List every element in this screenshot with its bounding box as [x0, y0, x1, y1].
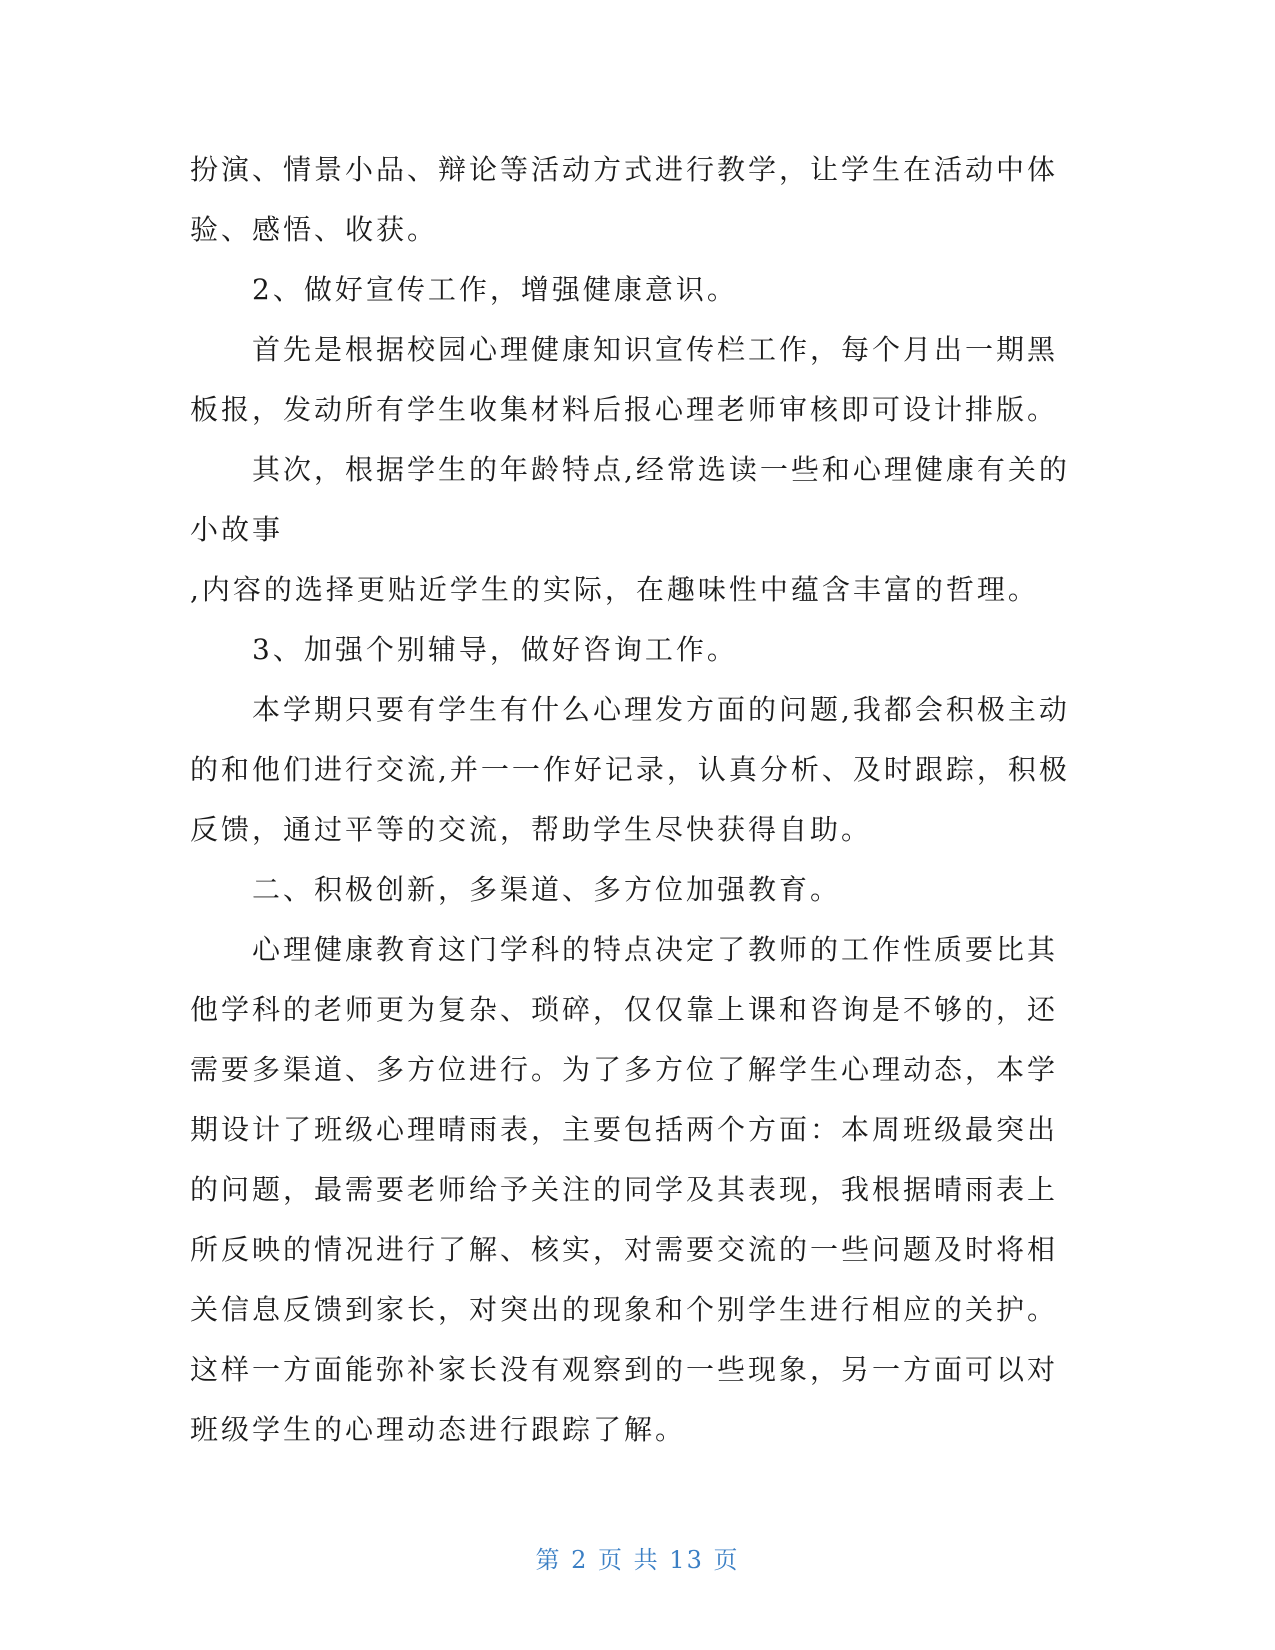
text-line: 反馈，通过平等的交流，帮助学生尽快获得自助。	[190, 813, 873, 846]
text-line: 关信息反馈到家长，对突出的现象和个别学生进行相应的关护。	[190, 1293, 1059, 1326]
text-line: 的问题，最需要老师给予关注的同学及其表现，我根据晴雨表上	[190, 1173, 1059, 1206]
text-line: 2、做好宣传工作，增强健康意识。	[252, 273, 738, 306]
text-line: 本学期只要有学生有什么心理发方面的问题,我都会积极主动	[252, 693, 1070, 726]
text-line: 他学科的老师更为复杂、琐碎，仅仅靠上课和咨询是不够的，还	[190, 993, 1059, 1026]
text-line: 首先是根据校园心理健康知识宣传栏工作，每个月出一期黑	[252, 333, 1059, 366]
document-body	[190, 146, 1075, 1466]
text-line: 板报，发动所有学生收集材料后报心理老师审核即可设计排版。	[190, 393, 1059, 426]
text-line: 其次，根据学生的年龄特点,经常选读一些和心理健康有关的	[252, 453, 1070, 486]
text-line: 验、感悟、收获。	[190, 213, 439, 246]
text-line: 3、加强个别辅导，做好咨询工作。	[252, 633, 738, 666]
text-line: 需要多渠道、多方位进行。为了多方位了解学生心理动态，本学	[190, 1053, 1059, 1086]
text-line: ,内容的选择更贴近学生的实际，在趣味性中蕴含丰富的哲理。	[190, 573, 1039, 606]
text-line: 期设计了班级心理晴雨表，主要包括两个方面：本周班级最突出	[190, 1113, 1059, 1146]
text-line: 的和他们进行交流,并一一作好记录，认真分析、及时跟踪，积极	[190, 753, 1070, 786]
page-number-footer: 第 2 页 共 13 页	[535, 1546, 740, 1574]
text-line: 班级学生的心理动态进行跟踪了解。	[190, 1413, 687, 1446]
text-line: 心理健康教育这门学科的特点决定了教师的工作性质要比其	[252, 933, 1059, 966]
text-line: 扮演、情景小品、辩论等活动方式进行教学，让学生在活动中体	[190, 153, 1059, 186]
text-line: 这样一方面能弥补家长没有观察到的一些现象，另一方面可以对	[190, 1353, 1059, 1386]
text-line: 所反映的情况进行了解、核实，对需要交流的一些问题及时将相	[190, 1233, 1059, 1266]
text-line: 二、积极创新，多渠道、多方位加强教育。	[252, 873, 842, 906]
text-line: 小故事	[190, 513, 284, 546]
